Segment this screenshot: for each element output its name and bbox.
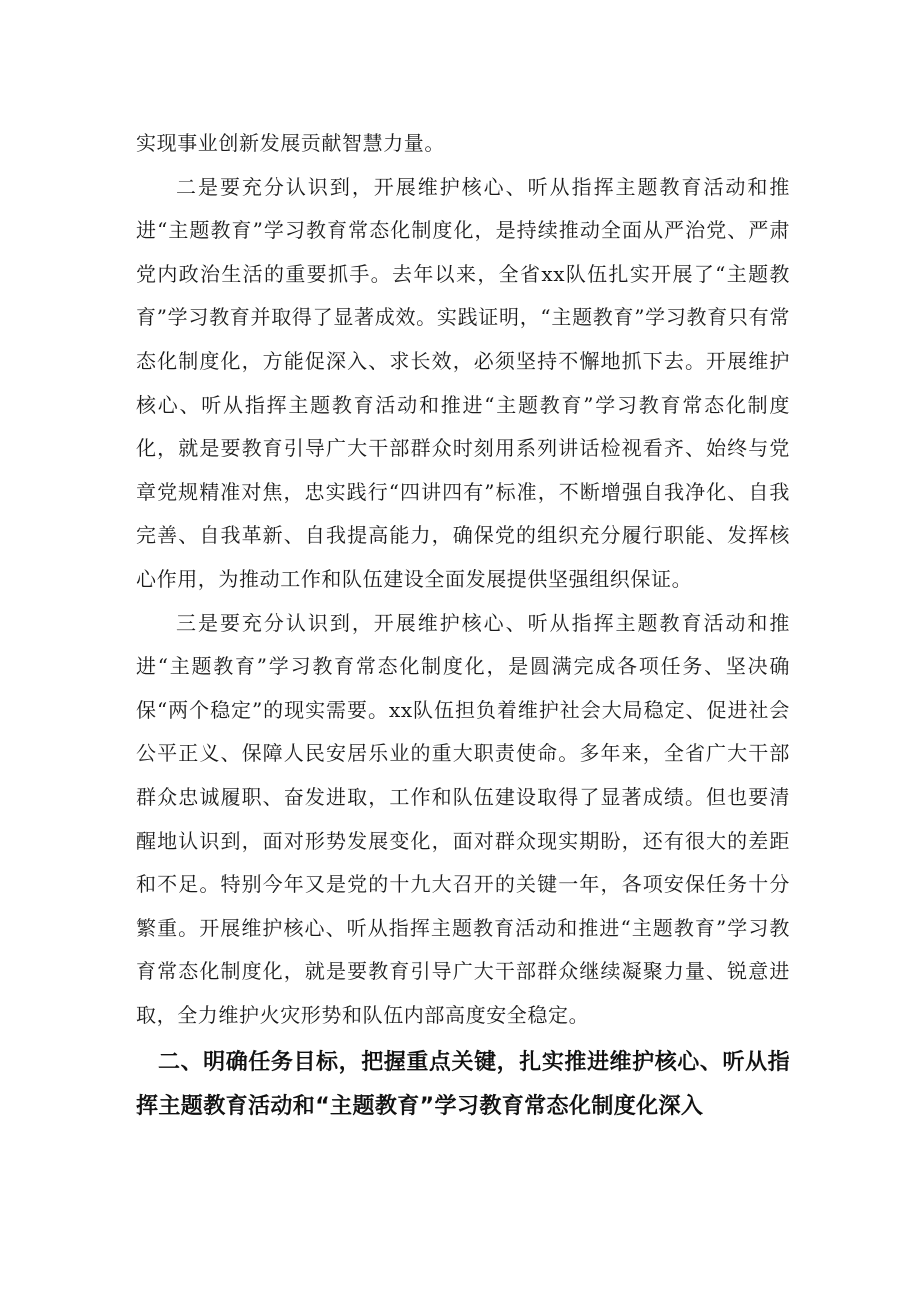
paragraph-point-two: 二是要充分认识到，开展维护核心、听从指挥主题教育活动和推进“主题教育”学习教育常态化制度化，是持续推动全面从严治党、严肃党内政治生活的重要抓手。去年以来，全省xx队伍扎实开展了“主题教育”学习教育并取得了显著成效。实践证明，“主题教育”学习教育只有常态化制度化，方能促深入、求长效，必须坚持不懈地抓下去。开展维护核心、听从指挥主题教育活动和推进“主题教育”学习教育常态化制度化，就是要教育引导广大干部群众时刻用系列讲话检视看齐、始终与党章党规精准对焦，忠实践行“四讲四有”标准，不断增强自我净化、自我完善、自我革新、自我提高能力，确保党的组织充分履行职能、发挥核心作用，为推动工作和队伍建设全面发展提供坚强组织保证。 bbox=[136, 174, 790, 591]
section-heading: 二、明确任务目标，把握重点关键，扎实推进维护核心、听从指挥主题教育活动和“主题教育”学习教育常态化制度化深入 bbox=[136, 1050, 790, 1120]
paragraph-point-three: 三是要充分认识到，开展维护核心、听从指挥主题教育活动和推进“主题教育”学习教育常态化制度化，是圆满完成各项任务、坚决确保“两个稳定”的现实需要。xx队伍担负着维护社会大局稳定、促进社会公平正义、保障人民安居乐业的重大职责使命。多年来，全省广大干部群众忠诚履职、奋发进取，工作和队伍建设取得了显著成绩。但也要清醒地认识到，面对形势发展变化，面对群众现实期盼，还有很大的差距和不足。特别今年又是党的十九大召开的关键一年，各项安保任务十分繁重。开展维护核心、听从指挥主题教育活动和推进“主题教育”学习教育常态化制度化，就是要教育引导广大干部群众继续凝聚力量、锐意进取，全力维护火灾形势和队伍内部高度安全稳定。 bbox=[136, 610, 790, 1027]
paragraph-continuation: 实现事业创新发展贡献智慧力量。 bbox=[136, 131, 445, 155]
document-body bbox=[136, 122, 790, 1129]
